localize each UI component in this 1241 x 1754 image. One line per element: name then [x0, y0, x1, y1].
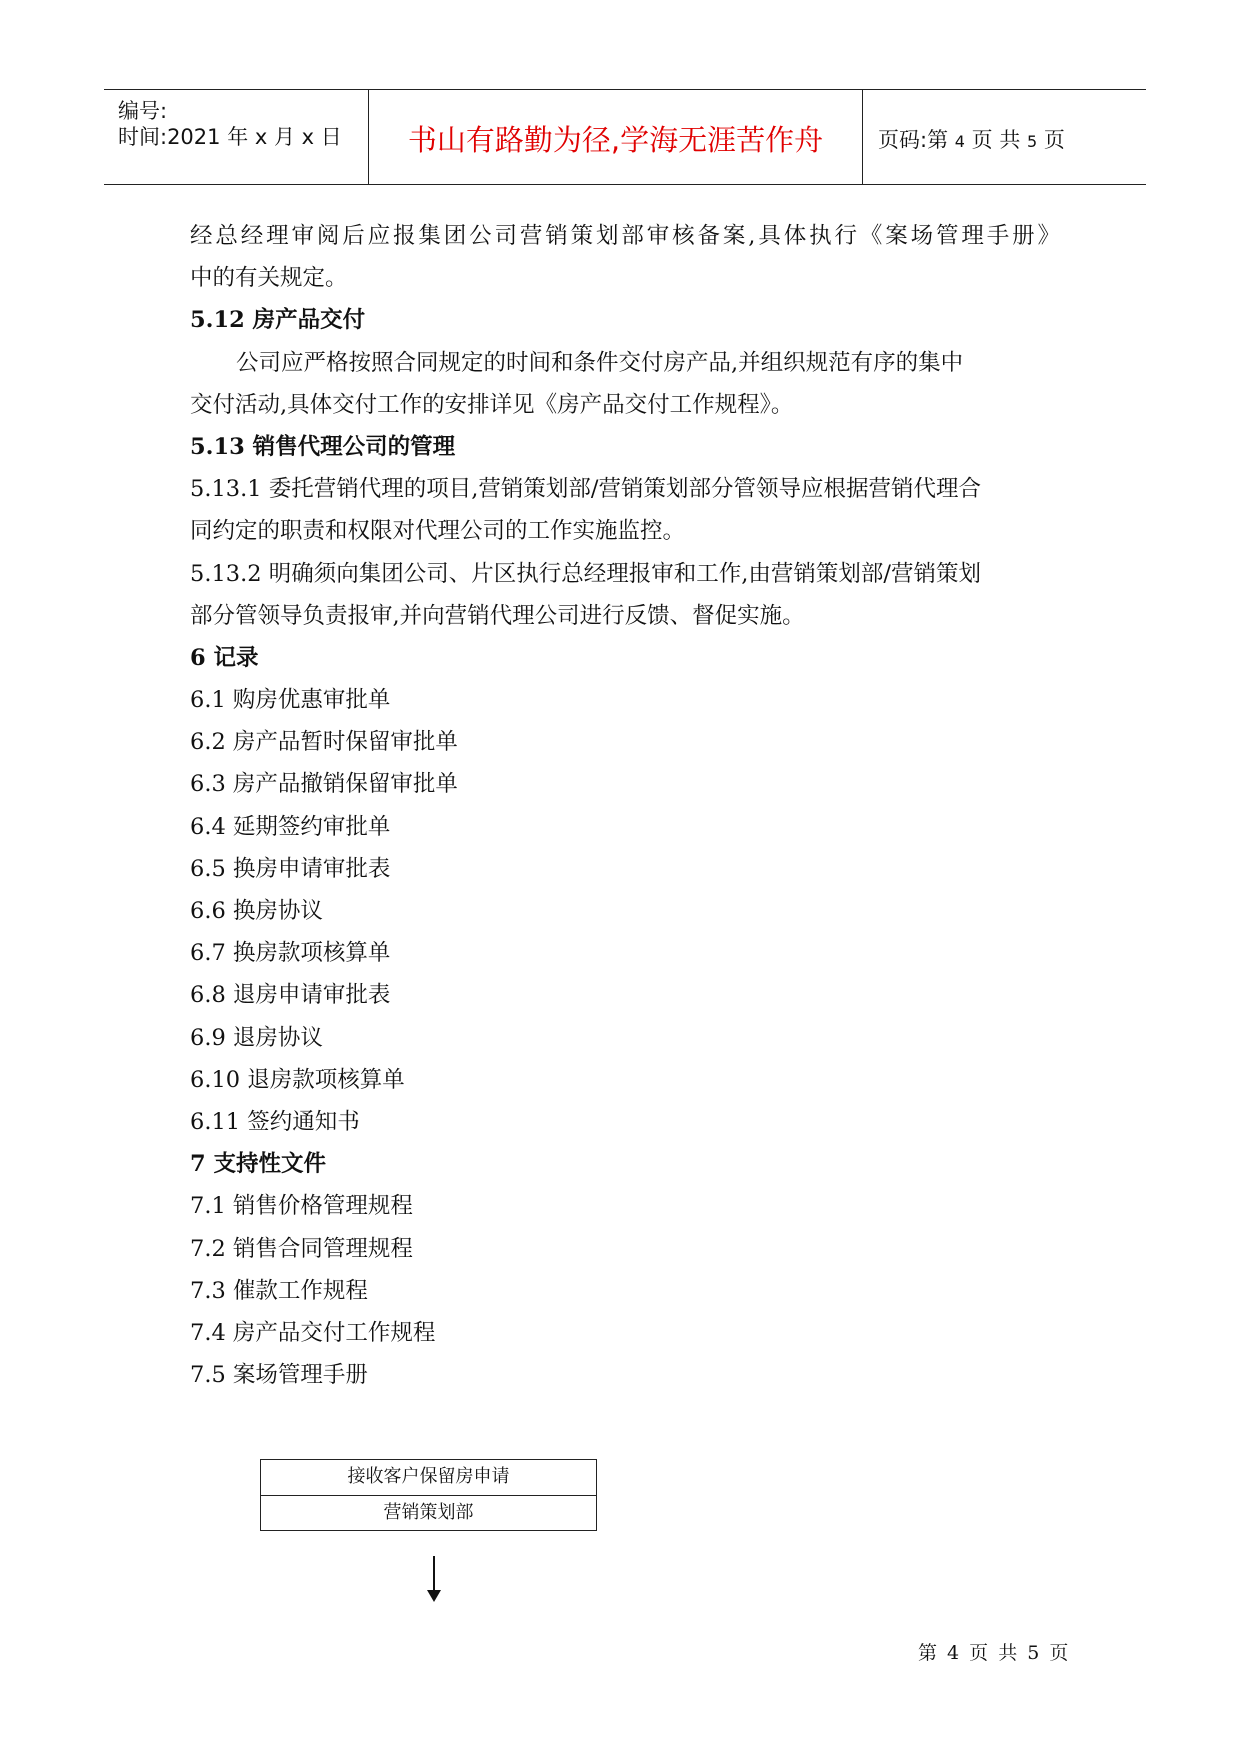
header-meta-cell [104, 90, 369, 184]
page-header [104, 89, 1146, 185]
section-heading: 7 支持性文件 [190, 1151, 326, 1178]
page-mid: 页 共 [971, 128, 1021, 152]
header-page-number [878, 124, 1065, 154]
flowchart-box [260, 1459, 597, 1531]
list-item: 6.2 房产品暂时保留审批单 [190, 729, 458, 756]
list-item: 7.2 销售合同管理规程 [190, 1235, 413, 1262]
page-prefix: 页码:第 [878, 128, 949, 152]
flowchart-box-title: 接收客户保留房申请 [347, 1466, 510, 1487]
flowchart-arrow-line [433, 1556, 435, 1592]
header-page-cell [864, 90, 1146, 184]
list-item: 6.8 退房申请审批表 [190, 982, 391, 1009]
paragraph-line: 5.13.1 委托营销代理的项目,营销策划部/营销策划部分管领导应根据营销代理合 [190, 476, 981, 503]
paragraph-line: 公司应严格按照合同规定的时间和条件交付房产品,并组织规范有序的集中 [236, 349, 964, 376]
list-item: 6.9 退房协议 [190, 1024, 323, 1051]
list-item: 6.6 换房协议 [190, 898, 323, 924]
list-item: 7.5 案场管理手册 [190, 1362, 368, 1389]
paragraph-line: 交付活动,具体交付工作的安排详见《房产品交付工作规程》。 [190, 391, 794, 418]
paragraph-line: 经总经理审阅后应报集团公司营销策划部审核备案,具体执行《案场管理手册》 [190, 223, 1060, 249]
arrow-down-icon [427, 1590, 441, 1602]
list-item: 7.1 销售价格管理规程 [190, 1193, 413, 1220]
document-body [190, 215, 1060, 1396]
document-number-label: 编号: [118, 99, 168, 123]
list-item: 6.1 购房优惠审批单 [190, 687, 391, 714]
header-motto: 书山有路勤为径,学海无涯苦作舟 [407, 123, 824, 157]
page-current: 4 [954, 132, 965, 151]
page-suffix: 页 [1043, 128, 1065, 152]
section-heading: 6 记录 [190, 644, 259, 671]
list-item: 6.7 换房款项核算单 [190, 940, 391, 967]
list-item: 7.3 催款工作规程 [190, 1277, 368, 1304]
list-item: 6.10 退房款项核算单 [190, 1066, 405, 1093]
paragraph-line: 部分管领导负责报审,并向营销代理公司进行反馈、督促实施。 [190, 602, 805, 629]
page-total: 5 [1027, 132, 1038, 151]
list-item: 6.11 签约通知书 [190, 1108, 360, 1135]
paragraph-line: 5.13.2 明确须向集团公司、片区执行总经理报审和工作,由营销策划部/营销策划 [190, 560, 981, 587]
paragraph-line: 同约定的职责和权限对代理公司的工作实施监控。 [190, 518, 686, 545]
document-time-label: 时间:2021 年 x 月 x 日 [118, 125, 342, 149]
list-item: 6.4 延期签约审批单 [190, 813, 391, 840]
list-item: 7.4 房产品交付工作规程 [190, 1319, 436, 1346]
paragraph-line: 中的有关规定。 [190, 265, 348, 292]
list-item: 6.3 房产品撤销保留审批单 [190, 771, 458, 798]
section-heading: 5.13 销售代理公司的管理 [190, 433, 456, 460]
page-footer: 第 4 页 共 5 页 [918, 1642, 1069, 1664]
header-motto-cell [369, 90, 863, 184]
flowchart-box-department: 营销策划部 [261, 1495, 596, 1531]
list-item: 6.5 换房申请审批表 [190, 855, 391, 882]
section-heading: 5.12 房产品交付 [190, 307, 366, 334]
